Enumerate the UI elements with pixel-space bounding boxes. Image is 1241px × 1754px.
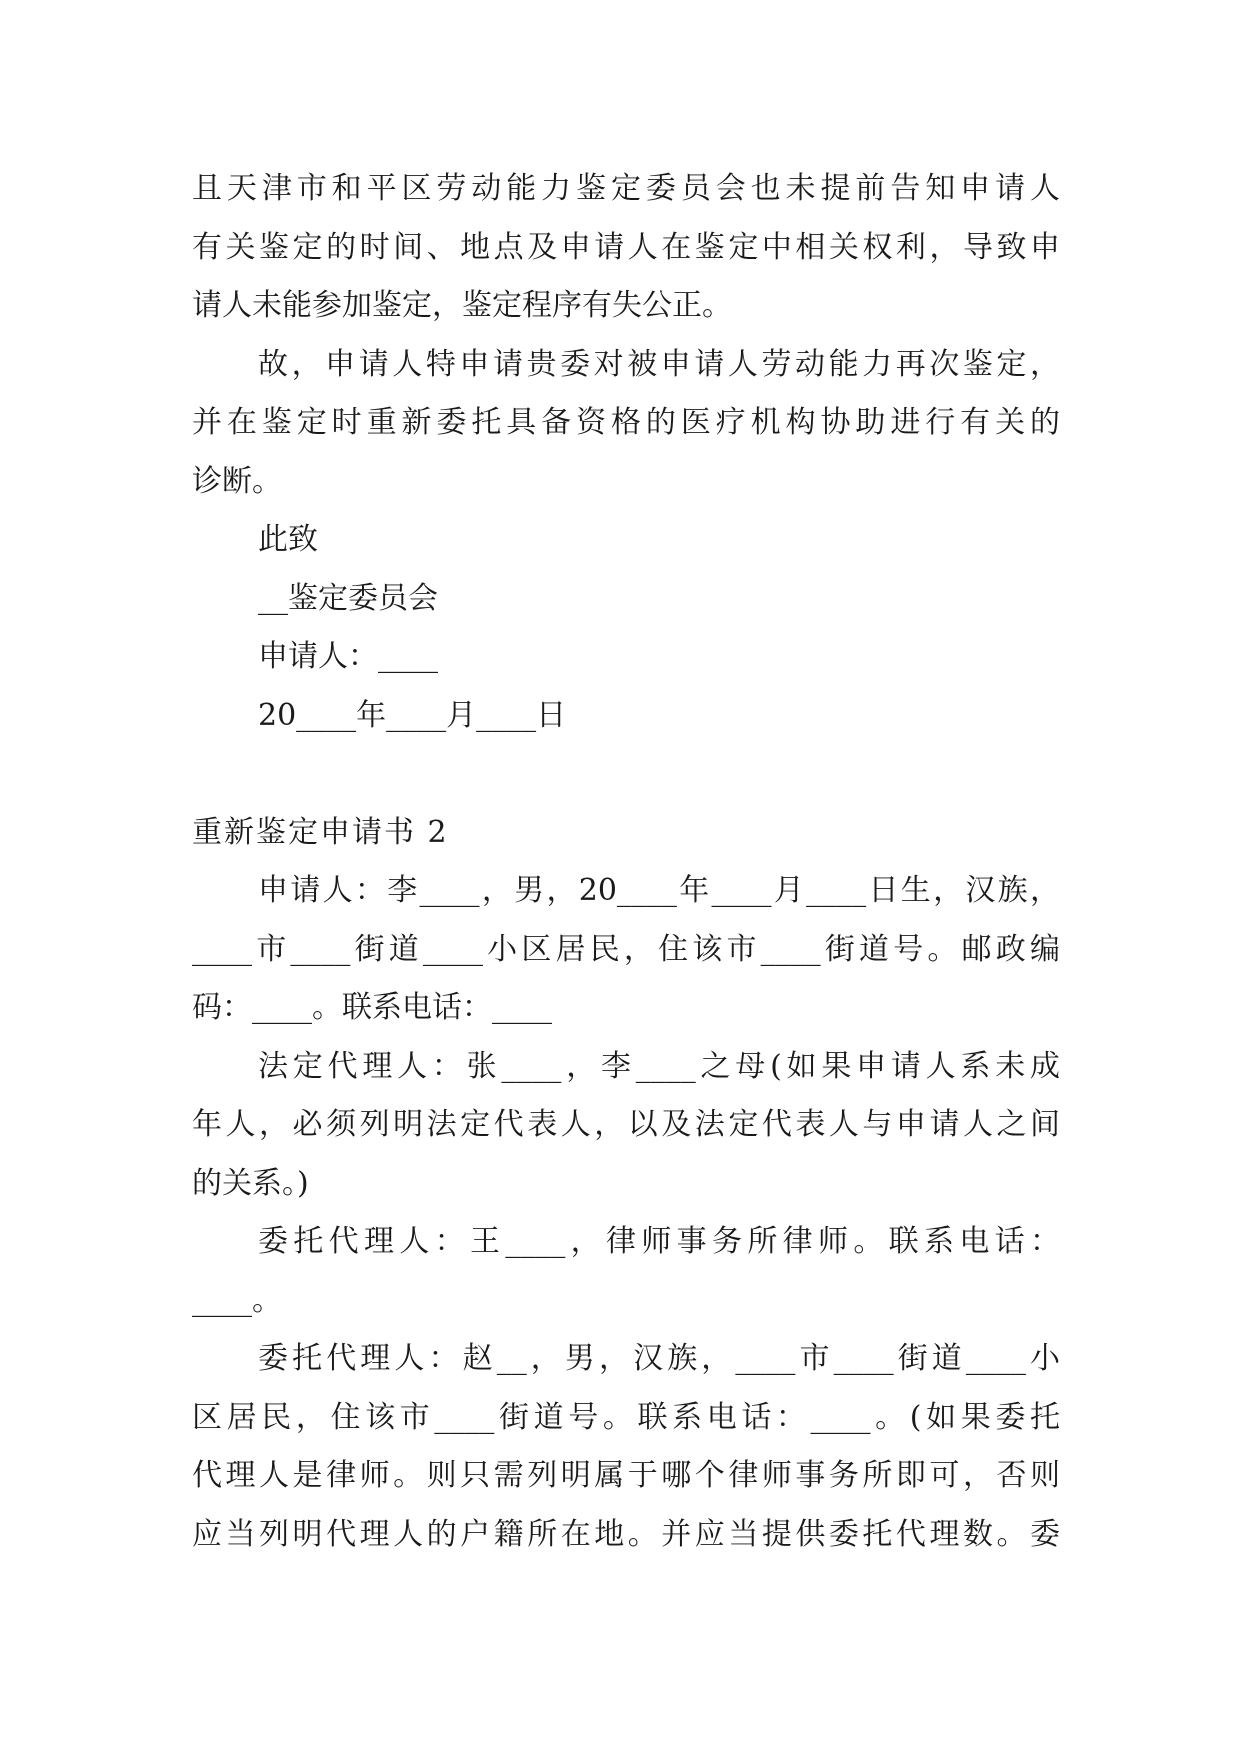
paragraph-line: 申请人：李____，男，20____年____月____日生，汉族， — [258, 873, 1060, 908]
paragraph-line: 故，申请人特申请贵委对被申请人劳动能力再次鉴定， — [258, 346, 1060, 382]
paragraph-line: 代理人是律师。则只需列明属于哪个律师事务所即可，否则 — [192, 1458, 1060, 1493]
paragraph-line: 并在鉴定时重新委托具备资格的医疗机构协助进行有关的 — [192, 405, 1060, 440]
recipient: __鉴定委员会 — [258, 580, 438, 616]
section-title: 重新鉴定申请书 2 — [192, 814, 449, 850]
paragraph-line: 码：____。联系电话：____ — [192, 990, 552, 1025]
paragraph-line: 法定代理人：张____，李____之母(如果申请人系未成 — [258, 1048, 1060, 1084]
paragraph-line: 年人，必须列明法定代表人，以及法定代表人与申请人之间 — [192, 1107, 1060, 1142]
date-line: 20____年____月____日 — [258, 697, 567, 733]
document-page — [192, 160, 1060, 1564]
paragraph-line: 诊断。 — [192, 463, 282, 499]
paragraph-line: 的关系。) — [192, 1165, 309, 1201]
paragraph-line: 且天津市和平区劳动能力鉴定委员会也未提前告知申请人 — [192, 171, 1060, 206]
salutation: 此致 — [258, 522, 318, 557]
paragraph-line: 应当列明代理人的户籍所在地。并应当提供委托代理数。委 — [192, 1516, 1060, 1552]
paragraph-line: ____。 — [192, 1282, 282, 1318]
applicant-signature: 申请人：____ — [258, 639, 438, 674]
paragraph-line: 委托代理人：赵__，男，汉族，____市____街道____小 — [258, 1341, 1060, 1376]
paragraph-line: 请人未能参加鉴定，鉴定程序有失公正。 — [192, 288, 732, 323]
section-gap — [192, 745, 1060, 804]
paragraph-line: 有关鉴定的时间、地点及申请人在鉴定中相关权利，导致申 — [192, 229, 1060, 265]
paragraph-line: 区居民，住该市____街道号。联系电话：____。(如果委托 — [192, 1399, 1060, 1435]
paragraph-line: 委托代理人：王____，律师事务所律师。联系电话： — [258, 1224, 1060, 1259]
paragraph-line: ____市____街道____小区居民，住该市____街道号。邮政编 — [192, 931, 1060, 967]
